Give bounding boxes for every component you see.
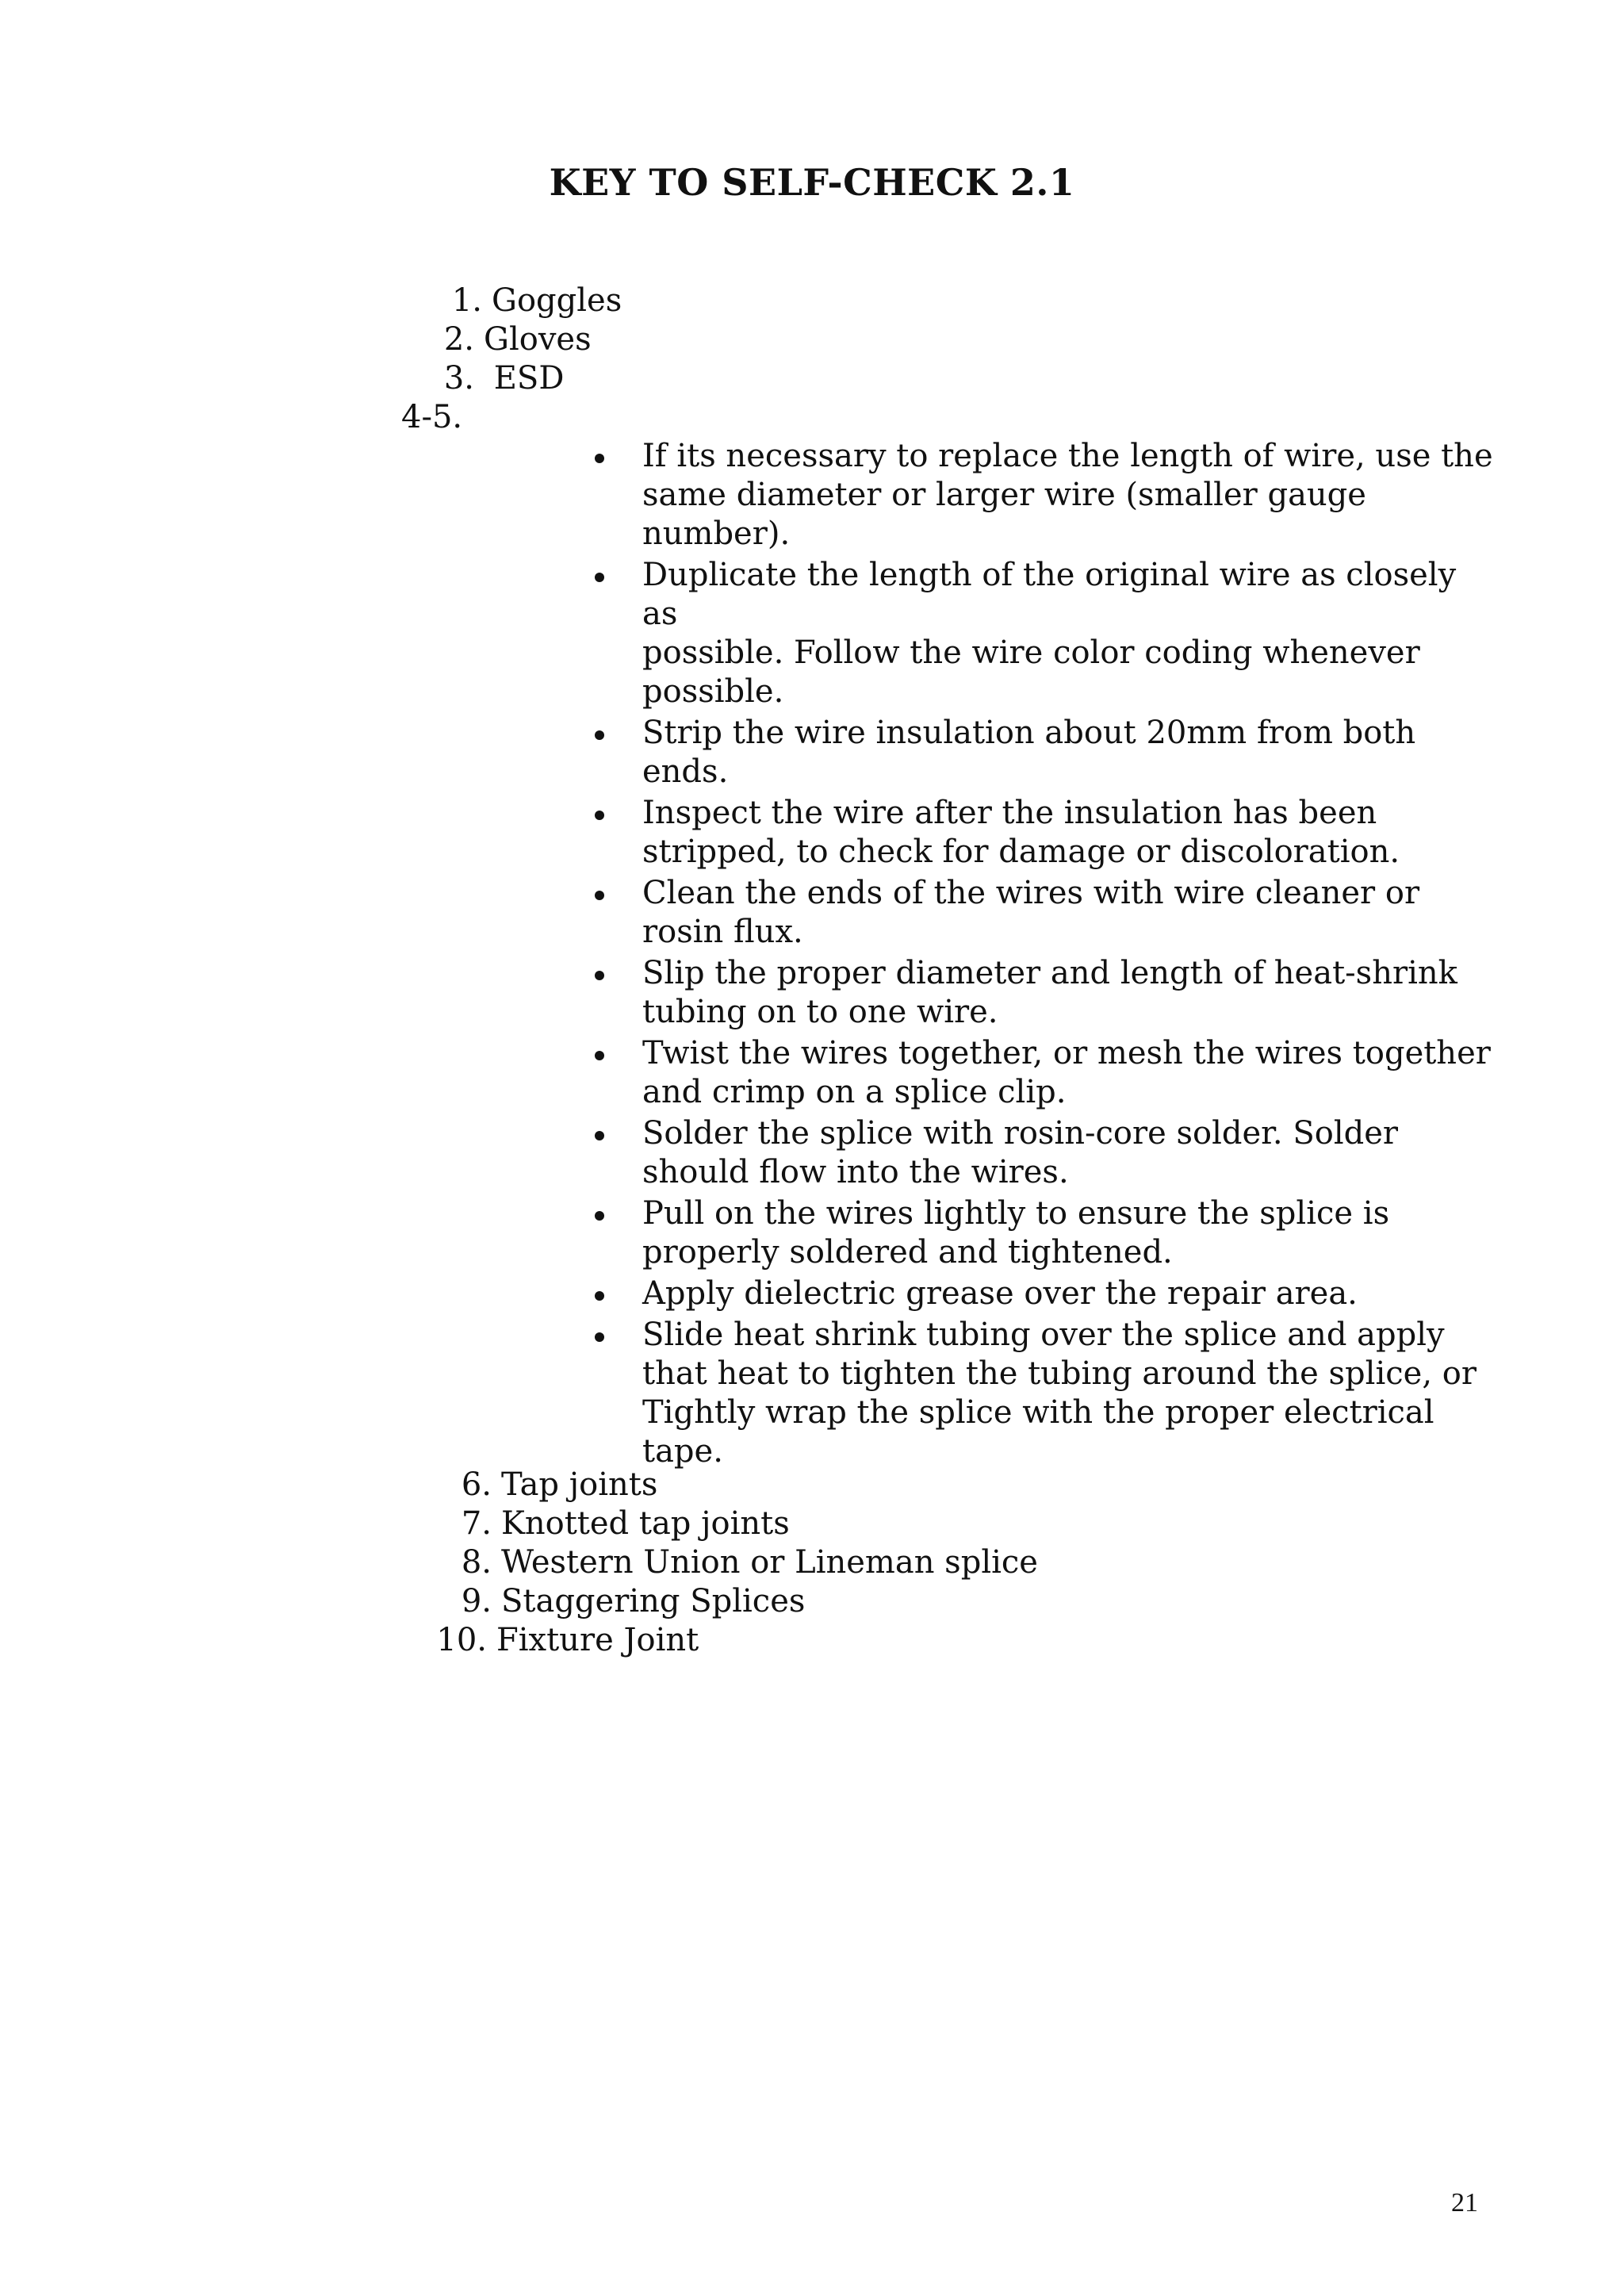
bullet-icon [587,1034,642,1073]
answer-number: 3. [443,360,474,397]
answer-number: 9. [461,1583,492,1619]
answer-text: Knotted tap joints [501,1505,790,1542]
bullet-icon [587,437,642,476]
bullet-icon [587,794,642,833]
bullet-item [587,1114,1499,1192]
answer-item [411,1621,1038,1660]
answer-list-top [406,282,622,398]
answer-item [406,282,622,320]
answer-text: Tap joints [501,1466,658,1503]
answer-range-label: 4-5. [401,399,463,435]
bullet-text: Strip the wire insulation about 20mm from both ends. [642,715,1416,790]
bullet-text: Duplicate the length of the original wire as closely as possible. Follow the wire color coding whenever possible. [642,557,1457,710]
bullet-item [587,1194,1499,1272]
answer-item [416,1582,1038,1621]
bullet-text: Clean the ends of the wires with wire cleaner or rosin flux. [642,875,1420,950]
bullet-text: Inspect the wire after the insulation has been stripped, to check for damage or discoloration. [642,795,1400,870]
answer-number: 7. [461,1505,492,1542]
bullet-item [587,1034,1499,1112]
bullet-icon [587,1274,642,1313]
bullet-icon [587,556,642,595]
bullet-icon [587,1194,642,1233]
answer-item [416,1504,1038,1543]
bullet-item [587,1274,1499,1313]
answer-number: 2. [443,321,474,358]
answer-text: Fixture Joint [496,1622,699,1658]
bullet-item [587,437,1499,554]
answer-number: 8. [461,1544,492,1581]
answer-item [416,1466,1038,1504]
bullet-icon [587,874,642,913]
bullet-item [587,954,1499,1032]
answer-text: Staggering Splices [501,1583,806,1619]
bullet-text: Slide heat shrink tubing over the splice and apply that heat to tighten the tubing around the splice, or Tightly wrap the splice with the proper electrical tape. [642,1317,1477,1470]
bullet-text: Apply dielectric grease over the repair area. [642,1275,1358,1312]
bullet-item [587,794,1499,872]
answer-number: 6. [461,1466,492,1503]
bullet-text: Twist the wires together, or mesh the wires together and crimp on a splice clip. [642,1035,1491,1110]
page-number: 21 [1451,2188,1478,2217]
answer-list-bottom [416,1466,1038,1660]
bullet-item [587,556,1499,711]
answer-item [416,1543,1038,1582]
bullet-item [587,714,1499,792]
answer-text: Goggles [492,282,622,319]
bullet-text: Slip the proper diameter and length of heat-shrink tubing on to one wire. [642,955,1457,1030]
bullet-item [587,1316,1499,1471]
bullet-text: If its necessary to replace the length of wire, use the same diameter or larger wire (smaller gauge number). [642,438,1493,552]
bullet-icon [587,714,642,753]
bullet-text: Solder the splice with rosin-core solder. Solder should flow into the wires. [642,1115,1399,1190]
bullet-item [587,874,1499,952]
bullet-icon [587,1316,642,1355]
answer-number: 1. [451,282,482,319]
bullet-icon [587,954,642,993]
answer-number: 10. [436,1622,487,1658]
page-title: KEY TO SELF-CHECK 2.1 [549,161,1075,204]
answer-text: Gloves [484,321,592,358]
answer-item [398,359,622,398]
procedure-bullet-list [587,437,1499,1474]
bullet-text: Pull on the wires lightly to ensure the splice is properly soldered and tightened. [642,1195,1390,1271]
answer-text: Western Union or Lineman splice [501,1544,1038,1581]
answer-text: ESD [484,360,565,397]
bullet-icon [587,1114,642,1153]
answer-item [398,320,622,359]
